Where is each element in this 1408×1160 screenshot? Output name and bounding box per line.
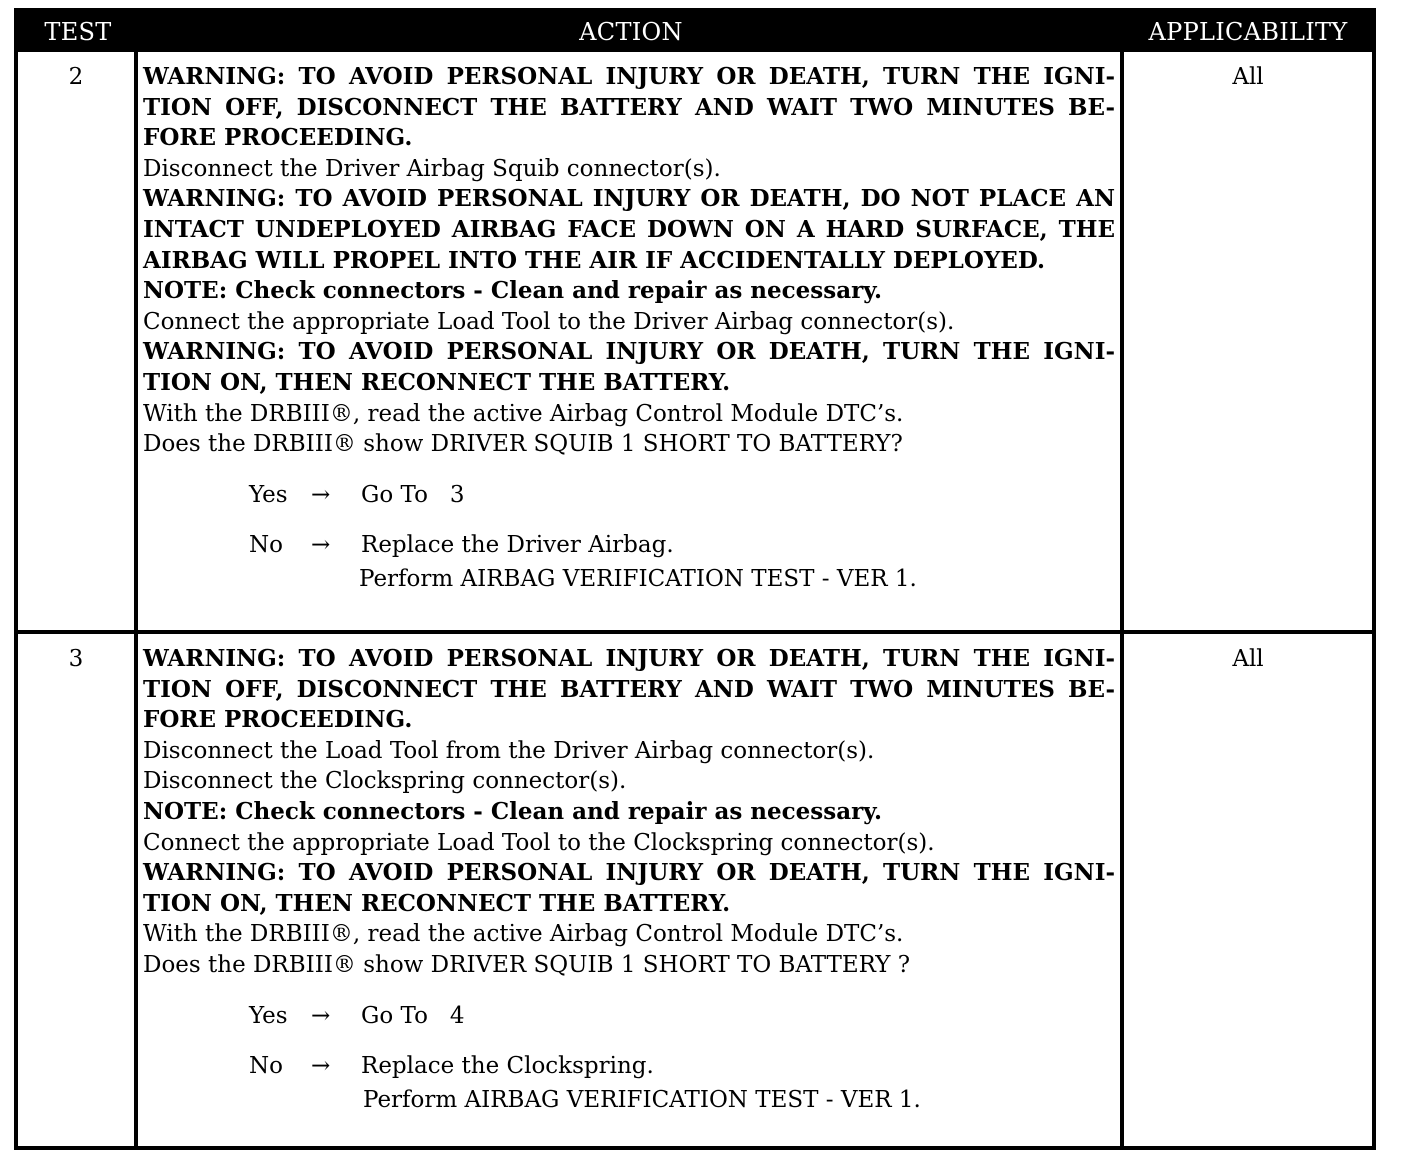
warning-line: FORE PROCEEDING. bbox=[143, 124, 413, 152]
question-line: Does the DRBIII® show DRIVER SQUIB 1 SHORT TO BATTERY ? bbox=[143, 951, 911, 978]
no-label: No bbox=[249, 531, 283, 558]
no-result-followup: Perform AIRBAG VERIFICATION TEST - VER 1. bbox=[363, 1086, 921, 1113]
yes-result: Go To 3 bbox=[361, 481, 465, 508]
instruction-line: Connect the appropriate Load Tool to the Clockspring connector(s). bbox=[143, 829, 935, 856]
no-branch bbox=[143, 530, 1115, 592]
warning-line: FORE PROCEEDING. bbox=[143, 706, 413, 734]
yes-label: Yes bbox=[249, 1002, 288, 1029]
warning-line: TION ON, THEN RECONNECT THE BATTERY. bbox=[143, 368, 731, 396]
instruction-line: Disconnect the Clockspring connector(s). bbox=[143, 768, 627, 795]
arrow-right-icon: → bbox=[311, 531, 331, 558]
warning-line: TION OFF, DISCONNECT THE BATTERY AND WAIT TWO MINUTES BE- bbox=[143, 93, 1115, 121]
no-result: Replace the Clockspring. bbox=[361, 1052, 654, 1079]
column-divider bbox=[134, 634, 138, 1146]
yes-label: Yes bbox=[249, 481, 288, 508]
note-line: NOTE: Check connectors - Clean and repair as necessary. bbox=[143, 277, 882, 305]
warning-line: INTACT UNDEPLOYED AIRBAG FACE DOWN ON A HARD SURFACE, THE bbox=[143, 215, 1115, 243]
instruction-line: With the DRBIII®, read the active Airbag Control Module DTC’s. bbox=[143, 400, 904, 427]
yes-result: Go To 4 bbox=[361, 1002, 465, 1029]
warning-line: TION ON, THEN RECONNECT THE BATTERY. bbox=[143, 889, 731, 917]
applicability-value: All bbox=[1232, 64, 1264, 90]
action-cell bbox=[143, 62, 1115, 592]
no-result: Replace the Driver Airbag. bbox=[361, 531, 674, 558]
column-divider bbox=[1120, 634, 1124, 1146]
arrow-right-icon: → bbox=[311, 1052, 331, 1079]
yes-branch bbox=[143, 480, 1115, 530]
column-divider bbox=[134, 52, 138, 630]
header-test: TEST bbox=[44, 18, 112, 46]
diagnostic-test-table bbox=[14, 8, 1376, 1150]
header-action: ACTION bbox=[579, 18, 683, 46]
column-divider bbox=[1120, 52, 1124, 630]
table-header bbox=[18, 12, 1372, 52]
warning-line: WARNING: TO AVOID PERSONAL INJURY OR DEATH, TURN THE IGNI- bbox=[143, 645, 1115, 672]
warning-line: AIRBAG WILL PROPEL INTO THE AIR IF ACCIDENTALLY DEPLOYED. bbox=[143, 246, 1045, 274]
table-row bbox=[18, 630, 1372, 1146]
no-label: No bbox=[249, 1052, 283, 1079]
instruction-line: Connect the appropriate Load Tool to the Driver Airbag connector(s). bbox=[143, 308, 955, 335]
instruction-line: Disconnect the Load Tool from the Driver Airbag connector(s). bbox=[143, 737, 875, 764]
warning-line: TION OFF, DISCONNECT THE BATTERY AND WAIT TWO MINUTES BE- bbox=[143, 675, 1115, 703]
action-cell bbox=[143, 644, 1115, 1113]
arrow-right-icon: → bbox=[311, 1002, 331, 1029]
warning-line: WARNING: TO AVOID PERSONAL INJURY OR DEATH, TURN THE IGNI- bbox=[143, 859, 1115, 887]
test-number: 2 bbox=[68, 64, 84, 90]
note-line: NOTE: Check connectors - Clean and repair as necessary. bbox=[143, 797, 882, 825]
test-number: 3 bbox=[68, 646, 84, 672]
warning-line: WARNING: TO AVOID PERSONAL INJURY OR DEATH, TURN THE IGNI- bbox=[143, 63, 1115, 90]
arrow-right-icon: → bbox=[311, 481, 331, 508]
warning-line: WARNING: TO AVOID PERSONAL INJURY OR DEATH, DO NOT PLACE AN bbox=[143, 185, 1115, 213]
no-result-followup: Perform AIRBAG VERIFICATION TEST - VER 1. bbox=[359, 565, 917, 592]
warning-line: WARNING: TO AVOID PERSONAL INJURY OR DEATH, TURN THE IGNI- bbox=[143, 338, 1115, 366]
table-row bbox=[18, 52, 1372, 630]
instruction-line: Disconnect the Driver Airbag Squib connector(s). bbox=[143, 155, 721, 182]
question-line: Does the DRBIII® show DRIVER SQUIB 1 SHORT TO BATTERY? bbox=[143, 431, 903, 458]
header-applicability: APPLICABILITY bbox=[1148, 18, 1348, 46]
no-branch bbox=[143, 1051, 1115, 1113]
instruction-line: With the DRBIII®, read the active Airbag Control Module DTC’s. bbox=[143, 921, 904, 948]
applicability-value: All bbox=[1232, 646, 1264, 672]
yes-branch bbox=[143, 1001, 1115, 1051]
